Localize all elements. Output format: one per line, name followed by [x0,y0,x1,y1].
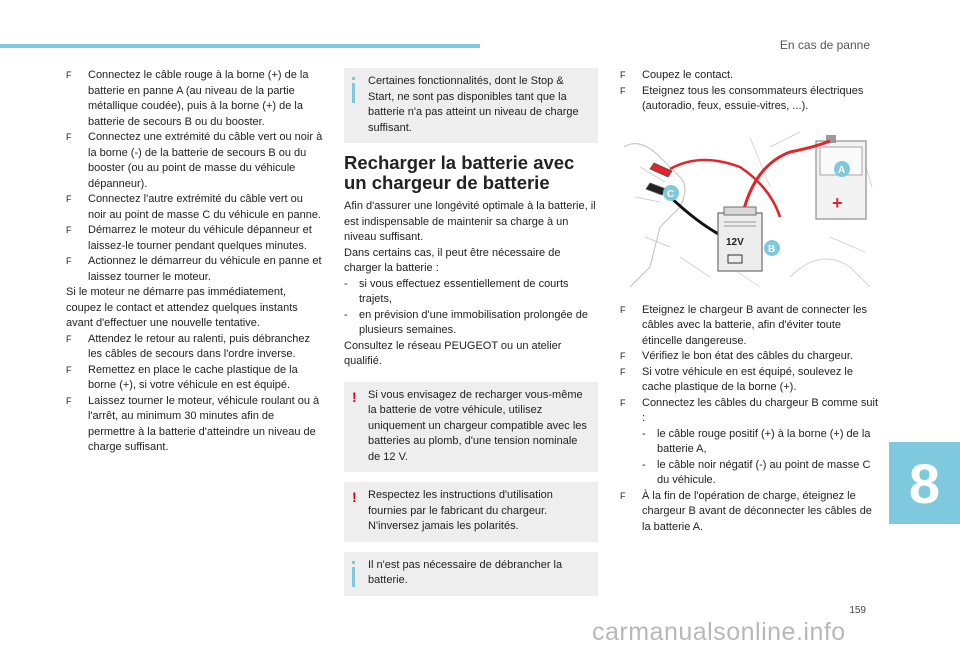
svg-text:+: + [832,192,843,213]
bullet-icon: F [620,366,626,377]
section-title: En cas de panne [779,38,870,52]
engine-bay-drawing [620,127,874,293]
warning-icon: ! [352,489,357,505]
info-icon [352,561,355,587]
bullet-icon: F [620,490,626,501]
list-item: F Vérifiez le bon état des câbles du chargeur. [620,349,878,365]
info-box: Il n'est pas nécessaire de débrancher la batterie. [344,552,598,596]
paragraph: Afin d'assurer une longévité optimale à la batterie, il est indispensable de maintenir sa charge à un niveau suffisant. [344,200,596,243]
list-item: - si vous effectuez essentiellement de courts trajets, [344,277,569,305]
bullet-icon: F [66,225,72,235]
list-item: F Démarrez le moteur du véhicule dépanneur et laissez-le tourner pendant quelques minutes. [66,224,312,252]
column-1 [66,68,324,456]
warning-box: ! Si vous envisagez de recharger vous-même la batterie de votre véhicule, utilisez uniquement un chargeur compatible avec les batteries au plomb, d'une tension nominale de 12 V. [344,382,598,473]
list-item: F Connectez le câble rouge à la borne (+) de la batterie en panne A (au niveau de la partie métallique coudée), puis à la borne (+) de la batterie de secours B ou du booster. [66,69,309,128]
bullet-icon: F [66,70,72,80]
bullet-icon: F [620,85,626,96]
list-item: F Remettez en place le cache plastique de la borne (+), si votre véhicule en est équipé. [66,363,298,391]
bullet-icon: F [620,304,626,315]
column-2 [344,68,598,596]
bullet-icon: F [66,256,72,266]
list-item: F Connectez une extrémité du câble vert ou noir à la borne (-) de la batterie de secours B ou du booster (ou au point de masse du véhicule dépanneur). [66,131,323,190]
list-item: F Eteignez tous les consommateurs électriques (autoradio, feux, essuie-vitres, ...). [620,84,864,112]
warning-icon: ! [352,388,357,405]
page-number: 159 [849,605,866,616]
info-box: Certaines fonctionnalités, dont le Stop & Start, ne sont pas disponibles tant que la batterie n'a pas atteint un niveau de charge suffisant. [344,68,598,143]
list-item: - le câble rouge positif (+) à la borne (+) de la batterie A, [642,427,871,455]
bullet-icon: F [66,333,72,344]
list-item: F Actionnez le démarreur du véhicule en panne et laissez tourner le moteur. [66,255,322,283]
warning-box: ! Respectez les instructions d'utilisation fournies par le fabricant du chargeur. N'inversez jamais les polarités. [344,482,598,542]
list-item: F À la fin de l'opération de charge, éteignez le chargeur B avant de déconnecter les câbles de la batterie A. [620,489,872,533]
list-item: F Attendez le retour au ralenti, puis débranchez les câbles de secours dans l'ordre inverse. [66,332,310,360]
label-c: C [667,188,675,200]
header-accent-bar [0,44,480,48]
list-item: - le câble noir négatif (-) au point de masse C du véhicule. [642,458,871,486]
charger-voltage-label: 12V [726,236,744,248]
chapter-tab: 8 [889,442,960,524]
paragraph: Si le moteur ne démarre pas immédiatement, coupez le contact et attendez quelques instants avant d'effectuer une nouvelle tentative. [66,286,298,329]
list-item: F Connectez les câbles du chargeur B comme suit : [620,396,879,424]
bullet-icon: F [66,194,72,204]
list-item: F Coupez le contact. [620,68,878,84]
column-3 [620,68,878,535]
bullet-icon: F [66,132,72,142]
watermark: carmanualsonline.info [592,618,846,646]
battery-charger-illustration [620,127,874,293]
section-heading: Recharger la batterie avec un chargeur de batterie [344,152,575,193]
bullet-icon: F [66,395,72,406]
list-item: - en prévision d'une immobilisation prolongée de plusieurs semaines. [344,308,588,336]
list-item: F Si votre véhicule en est équipé, soulevez le cache plastique de la borne (+). [620,365,853,393]
list-item: F Connectez l'autre extrémité du câble vert ou noir au point de masse C du véhicule en panne. [66,193,321,221]
bullet-icon: F [620,70,626,80]
bullet-icon: F [620,397,626,408]
bullet-icon: F [620,351,626,361]
label-a: A [838,164,846,176]
bullet-icon: F [66,364,72,375]
paragraph: Dans certains cas, il peut être nécessaire de charger la batterie : [344,246,561,274]
label-b: B [768,243,776,255]
list-item: F Eteignez le chargeur B avant de connecter les câbles avec la batterie, afin d'éviter toute étincelle dangereuse. [620,303,868,347]
info-icon [352,77,355,103]
paragraph: Consultez le réseau PEUGEOT ou un atelier qualifié. [344,339,562,367]
list-item: F Laissez tourner le moteur, véhicule roulant ou à l'arrêt, au minimum 30 minutes afin de permettre à la batterie d'atteindre un niveau de charge suffisant. [66,394,320,453]
